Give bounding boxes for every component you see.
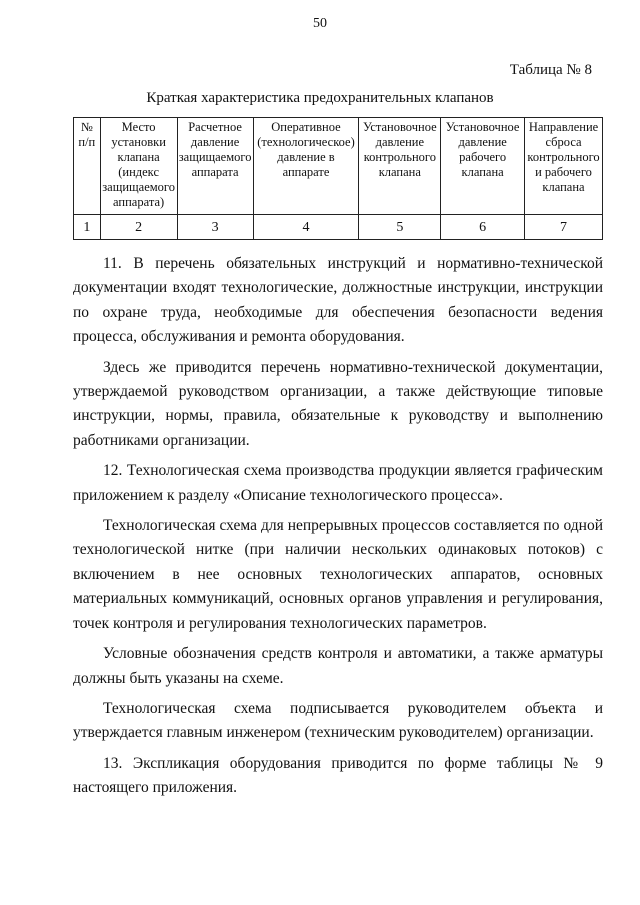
safety-valves-table — [73, 117, 603, 240]
table-cell: 4 — [253, 215, 359, 240]
table-number: Таблица № 8 — [509, 62, 592, 78]
table-cell: 6 — [441, 215, 525, 240]
table-row — [74, 215, 603, 240]
paragraph-scheme-continuous: Технологическая схема для непрерывных процессов составляется по одной технологической нитке (при наличии нескольких одинаковых потоков) с включением в нее основных технологических аппаратов, основных материальных коммуникаций, основных органов управления и регулирования, точек контроля и регулирования технологических параметров. — [73, 517, 603, 632]
header-number: № п/п — [74, 118, 101, 215]
paragraph-scheme-signing: Технологическая схема подписывается руководителем объекта и утверждается главным инженером (техническим руководителем) организации. — [73, 699, 603, 742]
table-header-row — [74, 118, 603, 215]
body-text — [73, 252, 603, 807]
header-operating-pressure: Оперативное (технологическое) давление в аппарате — [253, 118, 359, 215]
paragraph-11: 11. В перечень обязательных инструкций и нормативно-технической документации входят технологические, должностные инструкции, инструкции по охране труда, необходимые для обеспечения безопасности ведения процесса, обслуживания и ремонта оборудования. — [73, 255, 603, 346]
header-location: Место установки клапана (индекс защищаемого аппарата) — [100, 118, 177, 215]
table-cell: 5 — [359, 215, 441, 240]
table-cell: 1 — [74, 215, 101, 240]
paragraph-13: 13. Экспликация оборудования приводится по форме таблицы № 9 настоящего приложения. — [73, 754, 603, 797]
header-control-valve-setting: Установочное давление контрольного клапана — [359, 118, 441, 215]
table-cell: 7 — [525, 215, 603, 240]
table-title: Краткая характеристика предохранительных клапанов — [146, 90, 494, 106]
paragraph-ntd-list: Здесь же приводится перечень нормативно-технической документации, утверждаемой руководством организации, а также действующие типовые инструкции, нормы, правила, обязательные к руководству и выполнению работниками организации. — [73, 358, 603, 449]
paragraph-12: 12. Технологическая схема производства продукции является графическим приложением к разделу «Описание технологического процесса». — [73, 462, 603, 504]
paragraph-symbols: Условные обозначения средств контроля и автоматики, а также арматуры должны быть указаны на схеме. — [73, 645, 603, 687]
table-cell: 3 — [177, 215, 253, 240]
header-design-pressure: Расчетное давление защищаемого аппарата — [177, 118, 253, 215]
page-number: 50 — [313, 16, 327, 31]
table-cell: 2 — [100, 215, 177, 240]
header-working-valve-setting: Установочное давление рабочего клапана — [441, 118, 525, 215]
header-discharge-direction: Направление сброса контрольного и рабочего клапана — [525, 118, 603, 215]
